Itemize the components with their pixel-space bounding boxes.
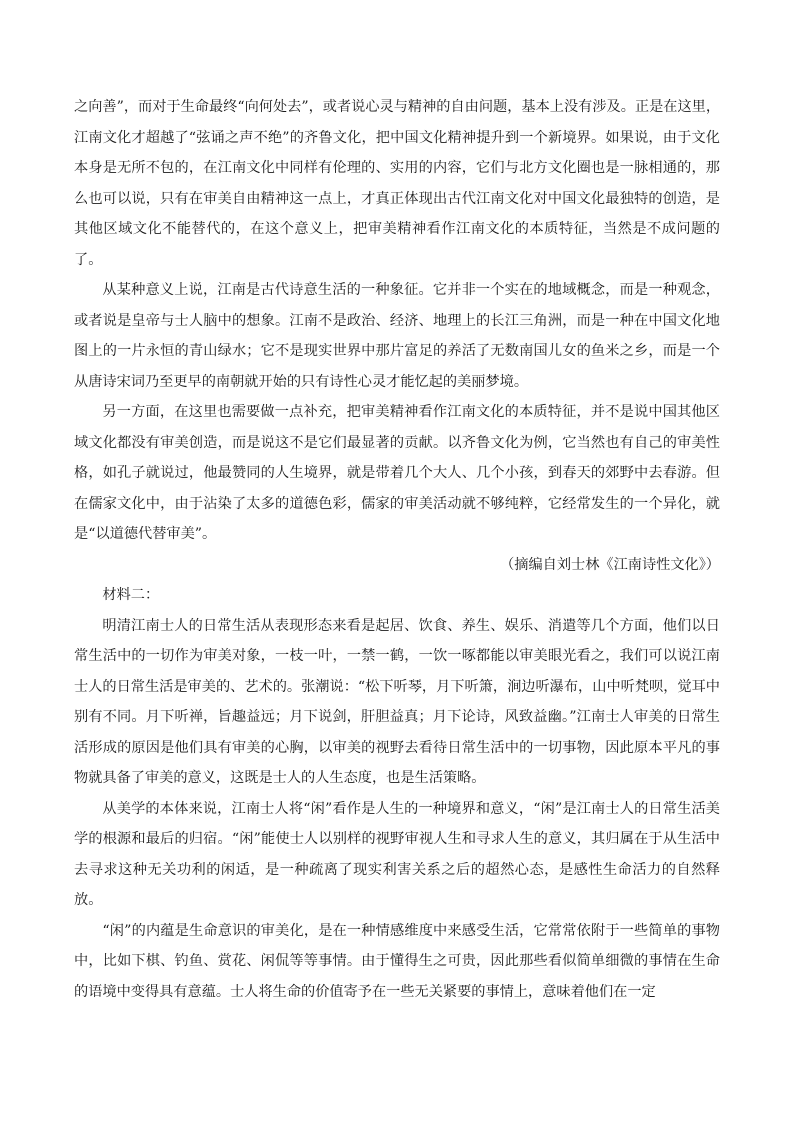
paragraph-6: “闲”的内蕴是生命意识的审美化，是在一种情感维度中来感受生活，它常常依附于一些简单的事物中，比如下棋、钓鱼、赏花、闲侃等等事情。由于懂得生之可贵，因此那些看似简单细微的事情在生命的语境中变得具有意蕴。士人将生命的价值寄予在一些无关紧要的事情上，意味着他们在一定: [74, 922, 720, 1000]
paragraph-5: 从美学的本体来说，江南士人将“闲”看作是人生的一种境界和意义，“闲”是江南士人的日常生活美学的根源和最后的归宿。“闲”能使士人以别样的视野审视人生和寻求人生的意义，其归属在于从生活中去寻求这种无关功利的闲适，是一种疏离了现实利害关系之后的超然心态，是感性生命活力的自然释放。: [74, 800, 720, 908]
source-citation: （摘编自刘士林《江南诗性文化》）: [500, 556, 720, 573]
material-two-heading: 材料二：: [102, 587, 160, 603]
paragraph-3: 另一方面，在这里也需要做一点补充，把审美精神看作江南文化的本质特征，并不是说中国其他区域文化都没有审美创造，而是说这不是它们最显著的贡献。以齐鲁文化为例，它当然也有自己的审美性格，如孔子就说过，他最赞同的人生境界，就是带着几个大人、几个小孩，到春天的郊野中去春游。但在儒家文化中，由于沾染了太多的道德色彩，儒家的审美活动就不够纯粹，它经常发生的一个异化，就是“以道德代替审美”。: [74, 404, 720, 542]
document-body: [74, 92, 720, 1007]
paragraph-4: 明清江南士人的日常生活从表现形态来看是起居、饮食、养生、娱乐、消遣等几个方面，他们以日常生活中的一切作为审美对象，一枝一叶，一禁一鹤，一饮一啄都能以审美眼光看之，我们可以说江南士人的日常生活是审美的、艺术的。张潮说：“松下听琴，月下听箫，涧边听瀑布，山中听梵呗，觉耳中别有不同。月下听禅，旨趣益远；月下说剑，肝胆益真；月下论诗，风致益幽。”江南士人审美的日常生活形成的原因是他们具有审美的心胸，以审美的视野去看待日常生活中的一切事物，因此原本平凡的事物就具备了审美的意义，这既是士人的人生态度，也是生活策略。: [74, 617, 720, 786]
paragraph-2: 从某种意义上说，江南是古代诗意生活的一种象征。它并非一个实在的地域概念，而是一种观念，或者说是皇帝与士人脑中的想象。江南不是政治、经济、地理上的长江三角洲，而是一种在中国文化地图上的一片永恒的青山绿水；它不是现实世界中那片富足的养活了无数南国儿女的鱼米之乡，而是一个从唐诗宋词乃至更早的南朝就开始的只有诗性心灵才能忆起的美丽梦境。: [74, 282, 720, 390]
paragraph-1: 之向善”，而对于生命最终“向何处去”，或者说心灵与精神的自由问题，基本上没有涉及。正是在这里，江南文化才超越了“弦诵之声不绝”的齐鲁文化，把中国文化精神提升到一个新境界。如果说，由于文化本身是无所不包的，在江南文化中同样有伦理的、实用的内容，它们与北方文化圈也是一脉相通的，那么也可以说，只有在审美自由精神这一点上，才真正体现出古代江南文化对中国文化最独特的创造，是其他区域文化不能替代的，在这个意义上，把审美精神看作江南文化的本质特征，当然是不成问题的了。: [74, 99, 721, 268]
